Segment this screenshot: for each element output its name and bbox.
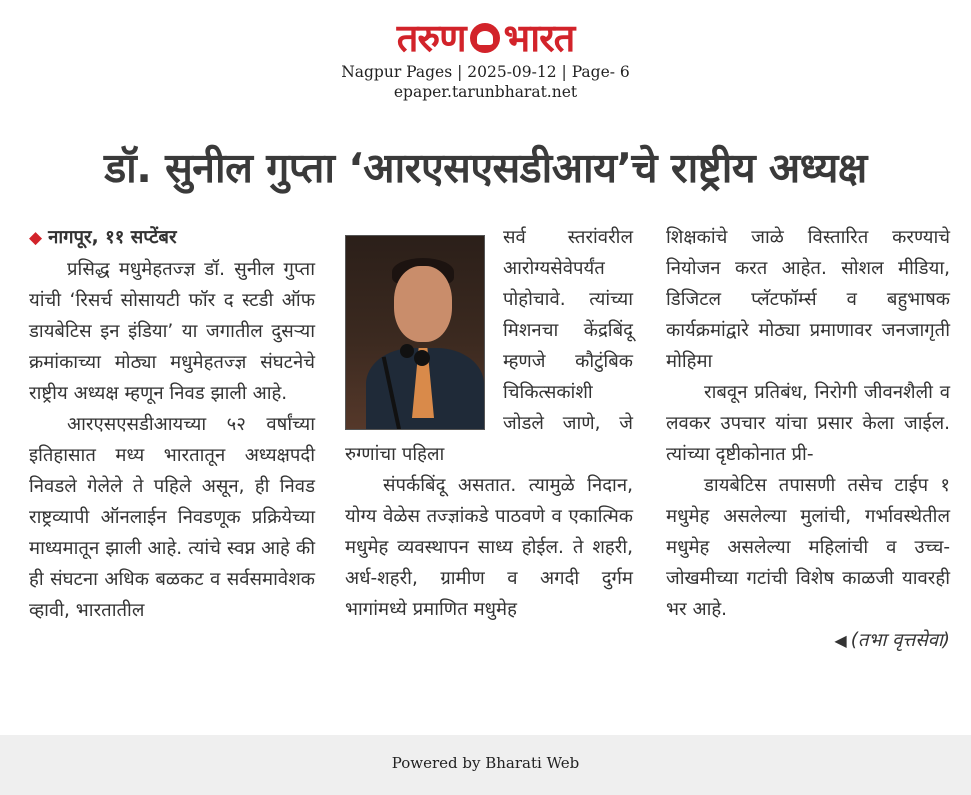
paragraph: सर्व स्तरांवरील आरोग्यसेवेपर्यंत पोहोचावे. त्यांच्या मिशनचा केंद्रबिंदू म्हणजे कौटुंबिक चिकित्सकांशी जोडले जाणे, जे रुग्णांचा पहिला	[345, 227, 633, 465]
dateline	[29, 222, 315, 254]
article-column-3	[666, 222, 950, 656]
news-service-credit	[666, 625, 950, 656]
footer	[0, 735, 971, 795]
newspaper-logo[interactable]	[397, 16, 575, 60]
diamond-bullet-icon: ◆	[29, 228, 43, 248]
paragraph: प्रसिद्ध मधुमेहतज्ज्ञ डॉ. सुनील गुप्ता यांची ‘रिसर्च सोसायटी फॉर द स्टडी ऑफ डायबेटिस इन इंडिया’ या जगातील दुसऱ्या क्रमांकाच्या मोठ्या मधुमेहतज्ज्ञ संघटनेचे राष्ट्रीय अध्यक्ष म्हणून निवड झाली आहे.	[29, 259, 315, 404]
site-url[interactable]: epaper.tarunbharat.net	[393, 83, 578, 101]
logo-text-left: तरुण	[396, 16, 466, 60]
masthead	[0, 16, 971, 102]
credit-text: (तभा वृत्तसेवा)	[850, 630, 950, 651]
paragraph: शिक्षकांचे जाळे विस्तारित करण्याचे नियोजन करत आहेत. सोशल मीडिया, डिजिटल प्लॅटफॉर्म्स व बहुभाषक कार्यक्रमांद्वारे मोठ्या प्रमाणावर जनजागृती मोहिमा	[666, 227, 950, 372]
footer-text[interactable]: Powered by Bharati Web	[391, 754, 580, 772]
author-photo	[345, 235, 485, 430]
paragraph: संपर्कबिंदू असतात. त्यामुळे निदान, योग्य वेळेस तज्ज्ञांकडे पाठवणे व एकात्मिक मधुमेह व्यवस्थापन साध्य होईल. ते शहरी, अर्ध-शहरी, ग्रामीण व अगदी दुर्गम भागांमध्ये प्रमाणित मधुमेह	[345, 475, 633, 620]
paragraph: राबवून प्रतिबंध, निरोगी जीवनशैली व लवकर उपचार यांचा प्रसार केला जाईल. त्यांच्या दृष्टीकोनात प्री-	[666, 382, 950, 465]
paragraph: आरएसएसडीआयच्या ५२ वर्षांच्या इतिहासात मध्य भारतातून अध्यक्षपदी निवडले गेलेले ते पहिले असून, ही निवड राष्ट्रव्यापी ऑनलाईन निवडणूक प्रक्रियेच्या माध्यमातून झाली आहे. त्यांचे स्वप्न आहे की ही संघटना अधिक बळकट व सर्वसमावेशक व्हावी, भारतातील	[29, 414, 315, 621]
triangle-left-icon: ◀	[834, 631, 847, 650]
logo-text-right: भारत	[503, 16, 575, 60]
edition-meta: Nagpur Pages | 2025-09-12 | Page- 6	[341, 63, 630, 81]
article-column-2	[345, 222, 633, 625]
article-headline: डॉ. सुनील गुप्ता ‘आरएसएसडीआय’चे राष्ट्रीय अध्यक्ष	[104, 144, 867, 192]
lion-emblem-icon	[470, 23, 500, 53]
article-column-1	[29, 222, 315, 626]
dateline-text: नागपूर, ११ सप्टेंबर	[48, 227, 177, 248]
paragraph: डायबेटिस तपासणी तसेच टाईप १ मधुमेह असलेल्या मुलांची, गर्भावस्थेतील मधुमेह असलेल्या महिलांची व उच्च- जोखमीच्या गटांची विशेष काळजी यावरही भर आहे.	[666, 475, 950, 620]
